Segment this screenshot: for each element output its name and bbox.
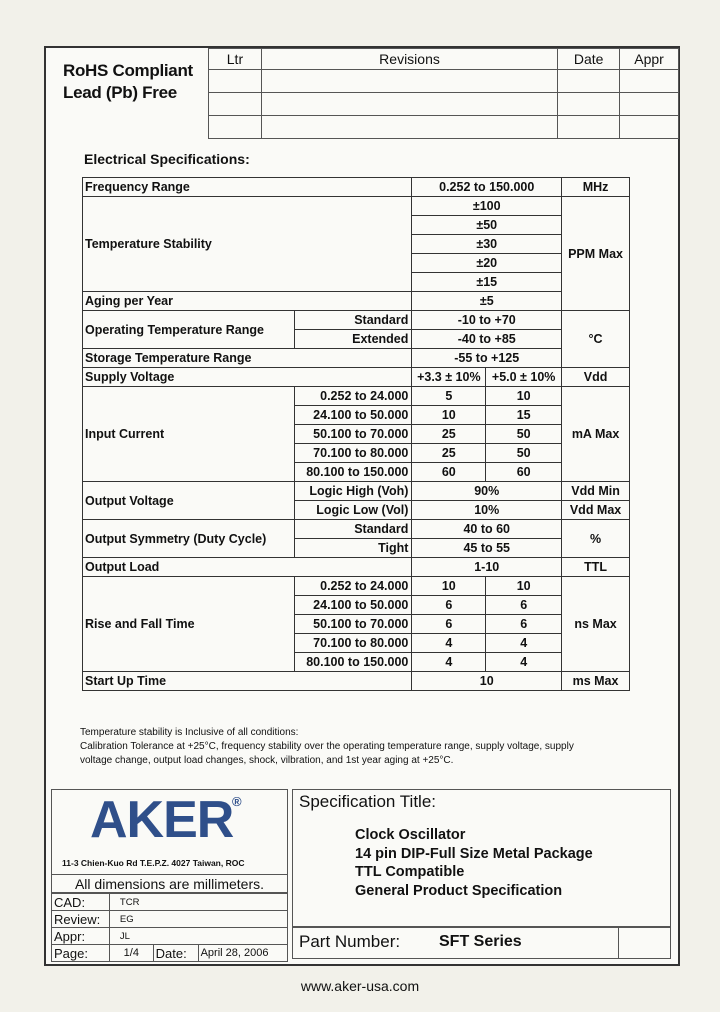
spec-value: ±15: [412, 273, 562, 292]
spec-label: Output Symmetry (Duty Cycle): [83, 520, 295, 558]
electrical-spec-title: Electrical Specifications:: [84, 151, 250, 167]
spec-sublabel: 80.100 to 150.000: [294, 653, 412, 672]
rev-header-appr: Appr: [620, 49, 679, 70]
spec-value: +3.3 ± 10%: [412, 368, 486, 387]
spec-value: ±20: [412, 254, 562, 273]
spec-value: 10%: [412, 501, 562, 520]
spec-sublabel: Standard: [294, 311, 412, 330]
spec-label: Temperature Stability: [83, 197, 412, 292]
note-line: Calibration Tolerance at +25°C, frequency stability over the operating temperature range, supply voltage, supply: [80, 741, 574, 752]
specification-title-box: [292, 789, 671, 927]
cad-label: CAD:: [52, 894, 110, 911]
rohs-line-2: Lead (Pb) Free: [63, 83, 177, 102]
spec-label: Frequency Range: [83, 178, 412, 197]
spec-unit: Vdd: [562, 368, 630, 387]
spec-row-storage: [83, 349, 630, 368]
rohs-notice: [63, 60, 193, 104]
spec-unit: %: [562, 520, 630, 558]
appr-value: JL: [109, 928, 287, 945]
rev-row: [209, 93, 679, 116]
spec-value: +5.0 ± 10%: [486, 368, 562, 387]
dimensions-note: All dimensions are millimeters.: [51, 875, 288, 893]
spec-value: 6: [412, 596, 486, 615]
stability-note: [80, 726, 640, 768]
rev-header-ltr: Ltr: [209, 49, 262, 70]
cad-value: TCR: [109, 894, 287, 911]
spec-value: 50: [486, 425, 562, 444]
spec-unit: Vdd Max: [562, 501, 630, 520]
review-value: EG: [109, 911, 287, 928]
spec-row-op-temp: [83, 311, 630, 330]
spec-row-output-load: [83, 558, 630, 577]
spec-sublabel: 50.100 to 70.000: [294, 425, 412, 444]
spec-title-line: General Product Specification: [355, 882, 563, 899]
spec-value: 45 to 55: [412, 539, 562, 558]
info-row-appr: [52, 928, 288, 945]
spec-sublabel: Logic Low (Vol): [294, 501, 412, 520]
spec-label: Storage Temperature Range: [83, 349, 412, 368]
spec-value: 90%: [412, 482, 562, 501]
spec-value: ±5: [412, 292, 562, 311]
part-number-value: SFT Series: [439, 933, 522, 950]
spec-value: 60: [412, 463, 486, 482]
spec-value: 5: [412, 387, 486, 406]
spec-label: Supply Voltage: [83, 368, 412, 387]
part-number-divider: [618, 928, 619, 959]
spec-value: 10: [412, 672, 562, 691]
spec-title-lines: [355, 826, 593, 900]
spec-row-startup: [83, 672, 630, 691]
spec-row-temp-stability: [83, 197, 630, 216]
spec-sublabel: Extended: [294, 330, 412, 349]
info-row-page: [52, 945, 288, 962]
spec-value: 6: [486, 615, 562, 634]
drawing-info-table: [51, 893, 288, 962]
spec-title-line: 14 pin DIP-Full Size Metal Package: [355, 845, 593, 862]
date-value: April 28, 2006: [198, 945, 287, 962]
appr-label: Appr:: [52, 928, 110, 945]
spec-sublabel: Tight: [294, 539, 412, 558]
aker-logo: AKER: [90, 791, 234, 849]
spec-value: -10 to +70: [412, 311, 562, 330]
spec-sublabel: 50.100 to 70.000: [294, 615, 412, 634]
spec-label: Output Load: [83, 558, 412, 577]
spec-row-supply: [83, 368, 630, 387]
spec-value: 4: [486, 634, 562, 653]
spec-row-output-voltage: [83, 482, 630, 501]
part-number-box: [292, 927, 671, 959]
spec-label: Input Current: [83, 387, 295, 482]
registered-mark: ®: [232, 794, 242, 809]
date-label: Date:: [153, 945, 198, 962]
spec-unit: PPM Max: [562, 197, 630, 311]
spec-label: Operating Temperature Range: [83, 311, 295, 349]
spec-sublabel: 80.100 to 150.000: [294, 463, 412, 482]
page-value: 1/4: [109, 945, 153, 962]
spec-value: 40 to 60: [412, 520, 562, 539]
note-line: voltage change, output load changes, shock, vilbration, and 1st year aging at +25°C.: [80, 755, 454, 766]
spec-row-symmetry: [83, 520, 630, 539]
spec-unit: MHz: [562, 178, 630, 197]
spec-value: ±50: [412, 216, 562, 235]
electrical-spec-table: [82, 177, 630, 691]
spec-value: 25: [412, 425, 486, 444]
rev-header-date: Date: [558, 49, 620, 70]
page-label: Page:: [52, 945, 110, 962]
spec-label: Start Up Time: [83, 672, 412, 691]
spec-value: -55 to +125: [412, 349, 562, 368]
spec-value: 0.252 to 150.000: [412, 178, 562, 197]
spec-value: -40 to +85: [412, 330, 562, 349]
rohs-line-1: RoHS Compliant: [63, 61, 193, 80]
spec-value: 4: [412, 634, 486, 653]
spec-value: 10: [412, 406, 486, 425]
spec-value: 60: [486, 463, 562, 482]
spec-value: 6: [412, 615, 486, 634]
spec-sublabel: 70.100 to 80.000: [294, 444, 412, 463]
spec-sublabel: 0.252 to 24.000: [294, 387, 412, 406]
info-row-cad: [52, 894, 288, 911]
spec-sublabel: 0.252 to 24.000: [294, 577, 412, 596]
spec-value: 6: [486, 596, 562, 615]
spec-row-frequency: [83, 178, 630, 197]
spec-value: 50: [486, 444, 562, 463]
spec-unit: ms Max: [562, 672, 630, 691]
company-address: 11-3 Chien-Kuo Rd T.E.P.Z. 4027 Taiwan, ROC: [62, 858, 245, 868]
spec-label: Rise and Fall Time: [83, 577, 295, 672]
spec-value: 15: [486, 406, 562, 425]
website-url[interactable]: www.aker-usa.com: [300, 978, 420, 994]
spec-value: 4: [412, 653, 486, 672]
spec-sublabel: 24.100 to 50.000: [294, 596, 412, 615]
rev-header-revisions: Revisions: [261, 49, 557, 70]
spec-sublabel: Standard: [294, 520, 412, 539]
spec-title-line: Clock Oscillator: [355, 827, 466, 843]
spec-unit: Vdd Min: [562, 482, 630, 501]
spec-unit: mA Max: [562, 387, 630, 482]
spec-value: 1-10: [412, 558, 562, 577]
spec-unit: °C: [562, 311, 630, 368]
spec-value: 25: [412, 444, 486, 463]
spec-value: 10: [486, 577, 562, 596]
rev-row: [209, 116, 679, 139]
spec-value: 10: [412, 577, 486, 596]
spec-title-line: TTL Compatible: [355, 864, 465, 880]
spec-unit: TTL: [562, 558, 630, 577]
spec-value: ±30: [412, 235, 562, 254]
spec-row-input-current: [83, 387, 630, 406]
rev-row: [209, 70, 679, 93]
spec-value: ±100: [412, 197, 562, 216]
spec-label: Output Voltage: [83, 482, 295, 520]
spec-sublabel: Logic High (Voh): [294, 482, 412, 501]
info-row-review: [52, 911, 288, 928]
spec-title-label: Specification Title:: [299, 792, 437, 811]
spec-row-aging: [83, 292, 630, 311]
spec-value: 4: [486, 653, 562, 672]
spec-row-rise-fall: [83, 577, 630, 596]
part-number-label: Part Number:: [299, 932, 401, 951]
spec-unit: ns Max: [562, 577, 630, 672]
spec-value: 10: [486, 387, 562, 406]
review-label: Review:: [52, 911, 110, 928]
note-line: Temperature stability is Inclusive of all conditions:: [80, 727, 299, 738]
company-logo-box: [51, 789, 288, 875]
spec-sublabel: 24.100 to 50.000: [294, 406, 412, 425]
spec-label: Aging per Year: [83, 292, 412, 311]
revisions-table: [208, 48, 679, 139]
spec-sublabel: 70.100 to 80.000: [294, 634, 412, 653]
